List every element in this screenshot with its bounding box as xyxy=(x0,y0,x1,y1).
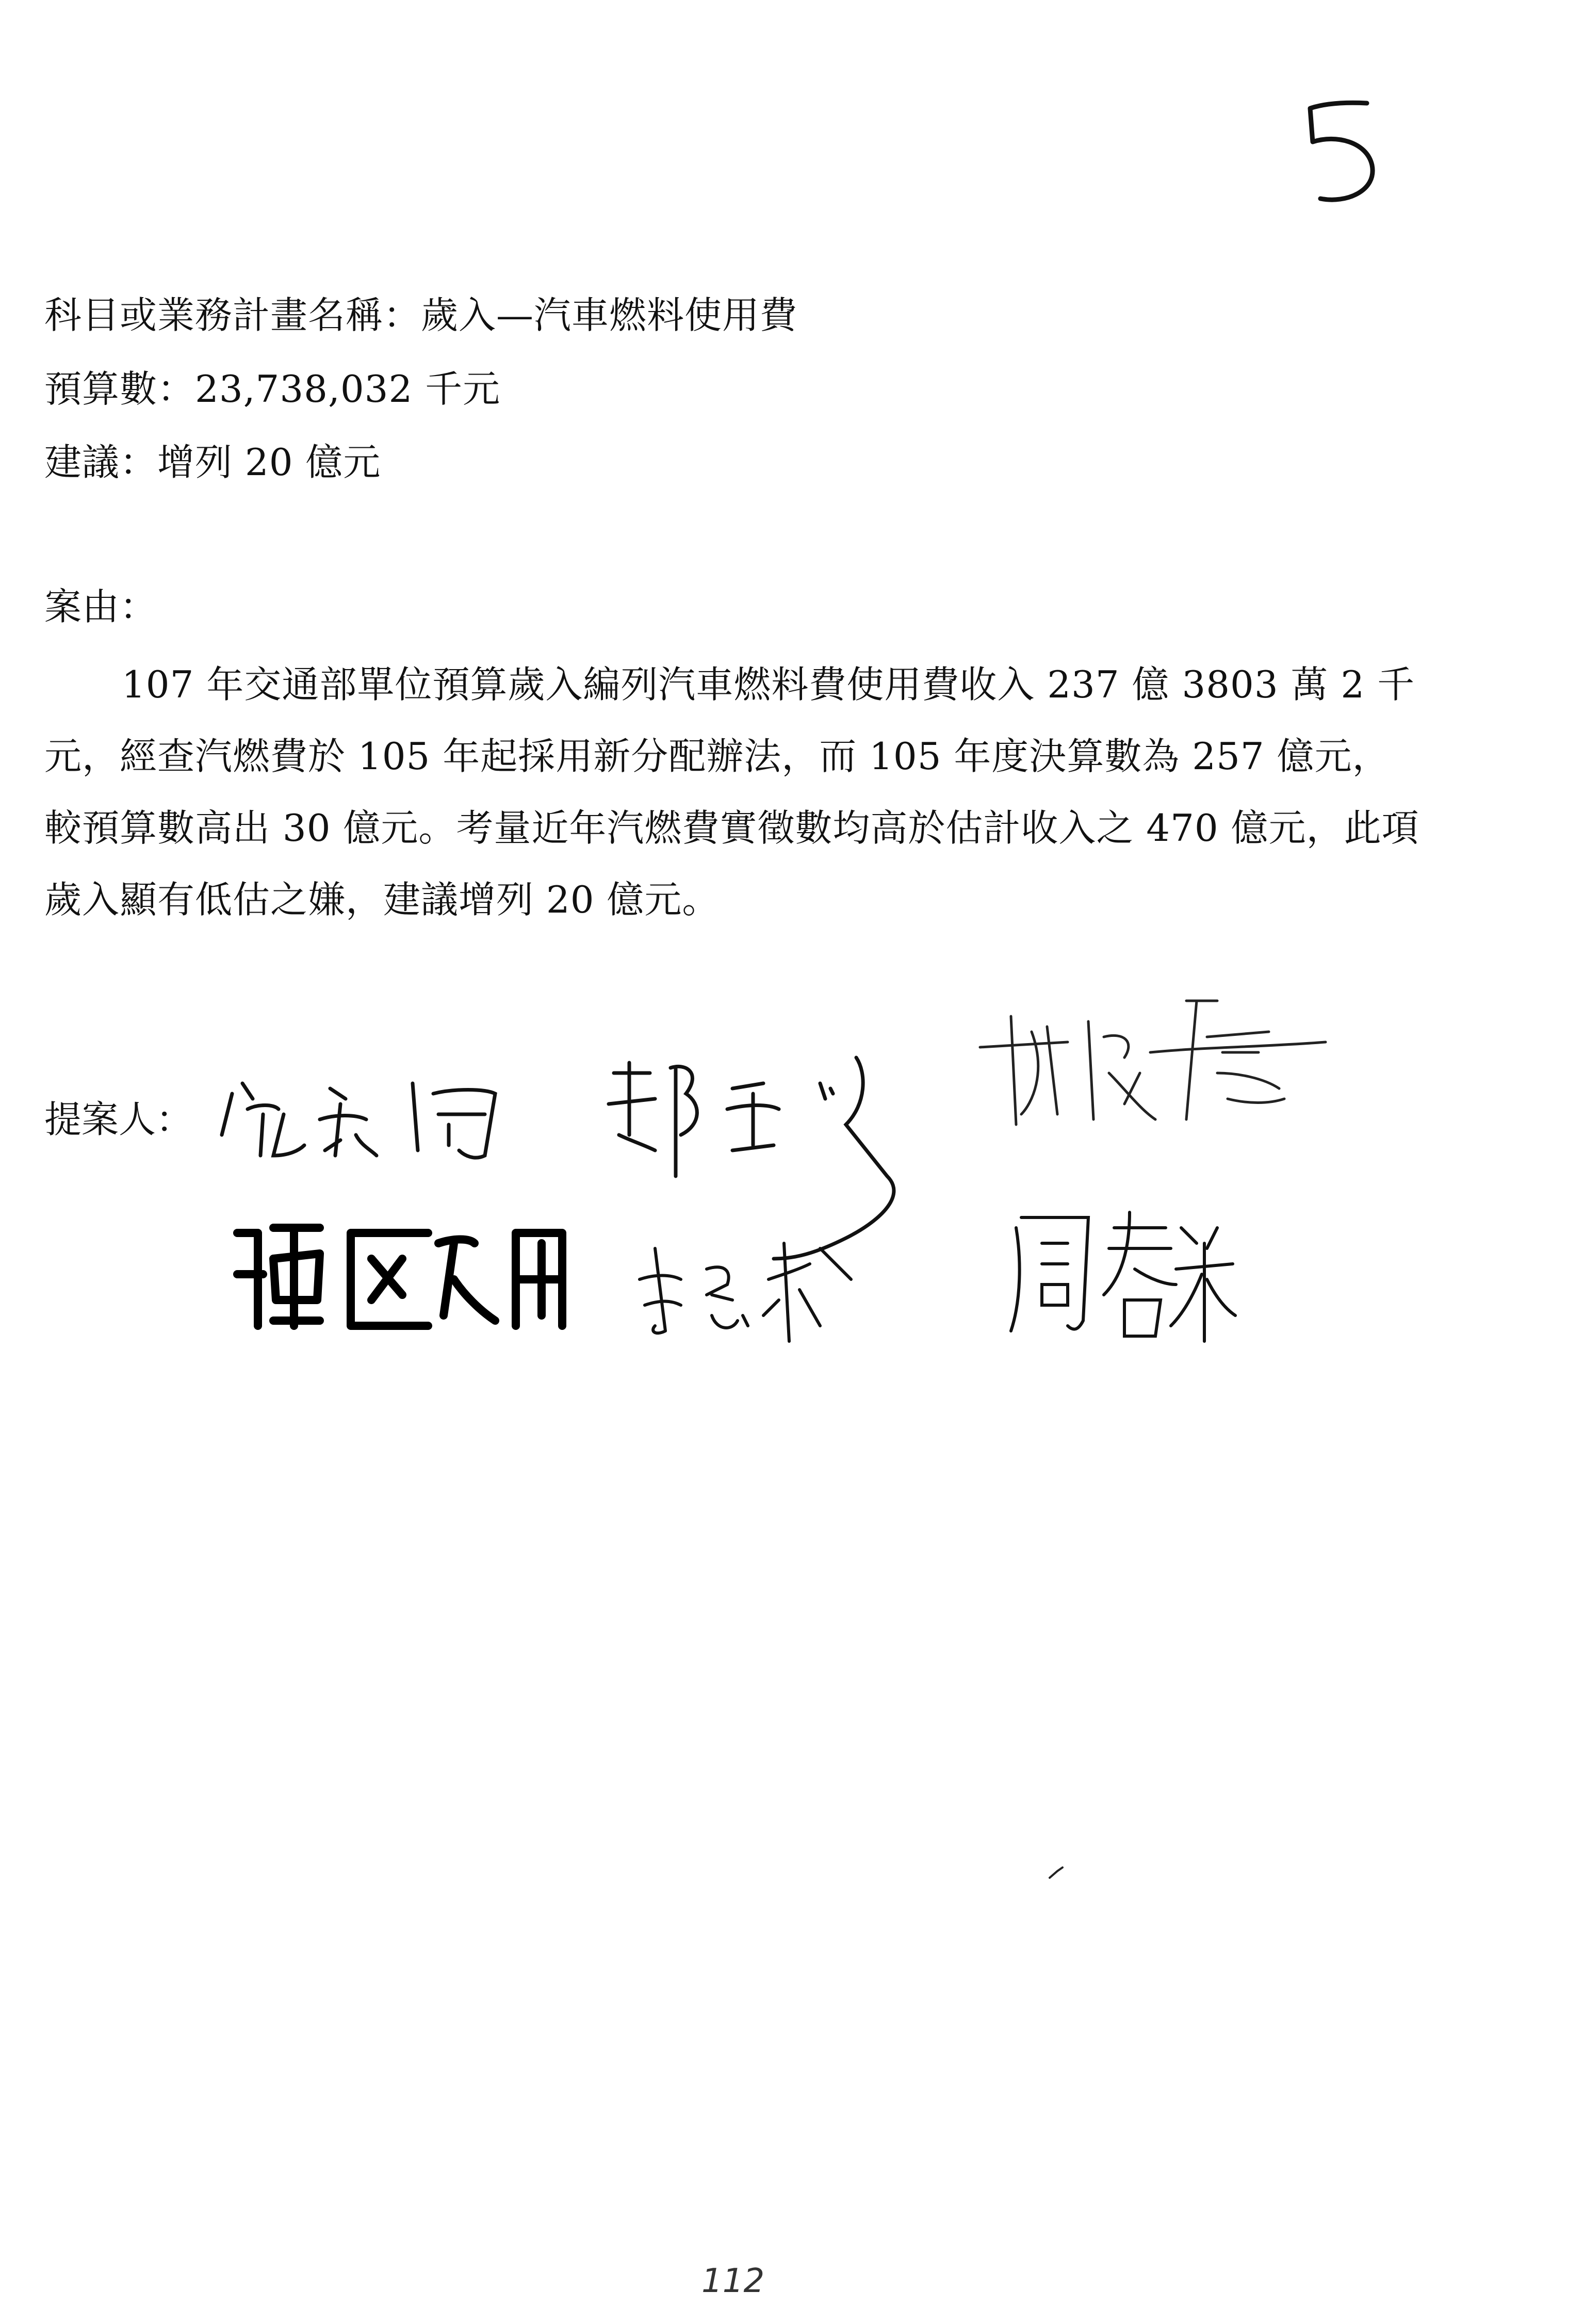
proposers-label: 提案人： xyxy=(44,1098,193,1141)
field-budget-label: 預算數： xyxy=(44,367,195,411)
signature-5 xyxy=(634,1228,872,1352)
field-budget-value: 23,738,032 千元 xyxy=(195,367,501,411)
field-subject-label: 科目或業務計畫名稱： xyxy=(44,294,421,337)
field-suggestion-label: 建議： xyxy=(44,441,158,484)
signature-4 xyxy=(227,1212,578,1346)
signature-3 xyxy=(970,970,1331,1135)
field-suggestion xyxy=(44,441,381,484)
signature-6 xyxy=(1001,1197,1238,1352)
field-suggestion-value: 增列 20 億元 xyxy=(157,441,381,484)
reason-label: 案由： xyxy=(44,585,158,628)
field-subject xyxy=(44,294,798,337)
field-budget xyxy=(44,367,501,411)
field-subject-value: 歲入—汽車燃料使用費 xyxy=(421,294,798,337)
reason-body: 107 年交通部單位預算歲入編列汽車燃料費使用費收入 237 億 3803 萬 2 千元，經查汽燃費於 105 年起採用新分配辦法，而 105 年度決算數為 257 億元，較預算數高出 30 億元。考量近年汽燃費實徵數均高於估計收入之 470 億元，此項歲入顯有低估之嫌，建議增列 20 億元。 xyxy=(44,663,1419,921)
page-number: 112 xyxy=(701,2262,765,2300)
signature-1 xyxy=(217,1052,526,1176)
stray-mark xyxy=(1047,1865,1068,1880)
page-mark-handwritten xyxy=(1289,93,1393,217)
